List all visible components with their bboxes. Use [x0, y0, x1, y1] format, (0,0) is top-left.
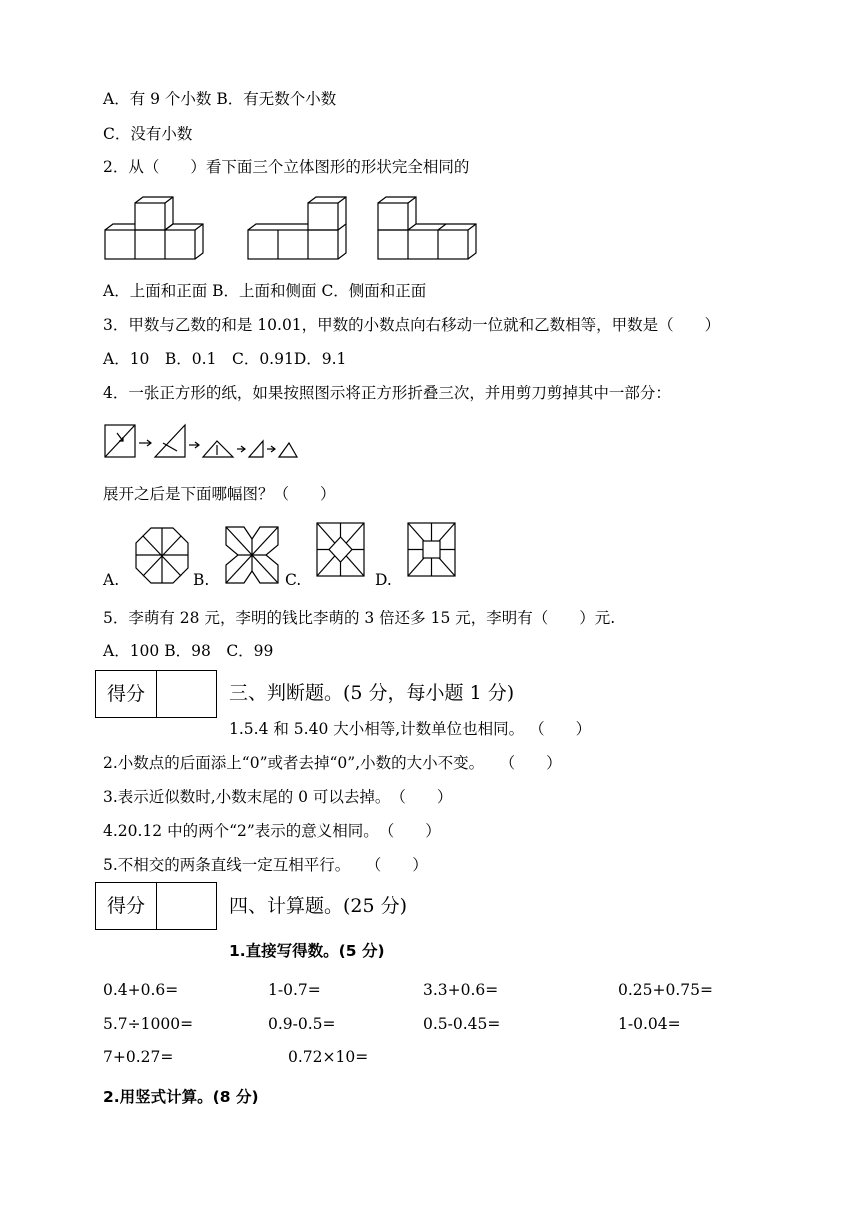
- section3-title: 三、判断题。(5 分，每小题 1 分): [229, 682, 515, 704]
- q4-followup: 展开之后是下面哪幅图？（ ）: [103, 485, 336, 503]
- folding-sequence-figure: [105, 423, 300, 463]
- answer-figure-c-diamond: [317, 523, 365, 577]
- q5-options: A．100 B．98 C．99: [103, 642, 274, 660]
- score-box-section3: [95, 670, 217, 718]
- judge-item-5: 5.不相交的两条直线一定互相平行。 （ ）: [103, 856, 428, 874]
- calc-subtitle-2: 2.用竖式计算。(8 分): [103, 1088, 259, 1106]
- score-label: 得分: [96, 883, 157, 929]
- answer-figure-a-octagon: [135, 527, 189, 585]
- q4-label-a: A.: [103, 571, 120, 589]
- judge-item-2: 2.小数点的后面添上“0”或者去掉“0”,小数的大小不变。 （ ）: [103, 754, 562, 772]
- calc-item: 3.3+0.6=: [423, 981, 499, 999]
- calc-item: 1-0.7=: [268, 981, 321, 999]
- q1-option-c: C．没有小数: [103, 125, 193, 143]
- score-box-section4: [95, 882, 217, 930]
- cube-figure-3: [378, 195, 478, 265]
- cube-figure-1: [105, 195, 205, 265]
- q2-options: A．上面和正面 B．上面和侧面 C．侧面和正面: [103, 282, 427, 300]
- judge-item-1: 1.5.4 和 5.40 大小相等,计数单位也相同。 （ ）: [229, 720, 592, 738]
- calc-subtitle-1: 1.直接写得数。(5 分): [229, 942, 385, 960]
- q3-options: A．10 B．0.1 C．0.91D．9.1: [103, 350, 347, 368]
- section4-title: 四、计算题。(25 分): [229, 895, 408, 917]
- calc-item: 0.5-0.45=: [423, 1015, 501, 1033]
- answer-figure-d-square: [408, 523, 456, 577]
- calc-item: 0.9-0.5=: [268, 1015, 336, 1033]
- calc-item: 0.72×10=: [288, 1048, 369, 1066]
- judge-item-4: 4.20.12 中的两个“2”表示的意义相同。 （ ）: [103, 822, 441, 840]
- q4-label-c: C.: [285, 571, 302, 589]
- calc-item: 7+0.27=: [103, 1048, 174, 1066]
- q4-label-b: B.: [193, 571, 210, 589]
- judge-item-3: 3.表示近似数时,小数末尾的 0 可以去掉。 （ ）: [103, 788, 453, 806]
- score-label: 得分: [96, 671, 157, 717]
- calc-item: 1-0.04=: [618, 1015, 681, 1033]
- calc-item: 0.25+0.75=: [618, 981, 713, 999]
- q4-stem: 4．一张正方形的纸，如果按照图示将正方形折叠三次，并用剪刀剪掉其中一部分：: [103, 384, 671, 402]
- q4-label-d: D.: [375, 571, 392, 589]
- q1-options-ab: A．有 9 个小数 B．有无数个小数: [103, 90, 337, 108]
- calc-item: 0.4+0.6=: [103, 981, 179, 999]
- q3-stem: 3．甲数与乙数的和是 10.01，甲数的小数点向右移动一位就和乙数相等，甲数是（ ）: [103, 316, 721, 334]
- cube-figure-2: [248, 195, 348, 265]
- q2-stem: 2．从（ ）看下面三个立体图形的形状完全相同的: [103, 158, 470, 176]
- calc-item: 5.7÷1000=: [103, 1015, 194, 1033]
- answer-figure-b-cross: [226, 527, 278, 583]
- q5-stem: 5．李萌有 28 元，李明的钱比李萌的 3 倍还多 15 元，李明有（ ）元.: [103, 609, 616, 627]
